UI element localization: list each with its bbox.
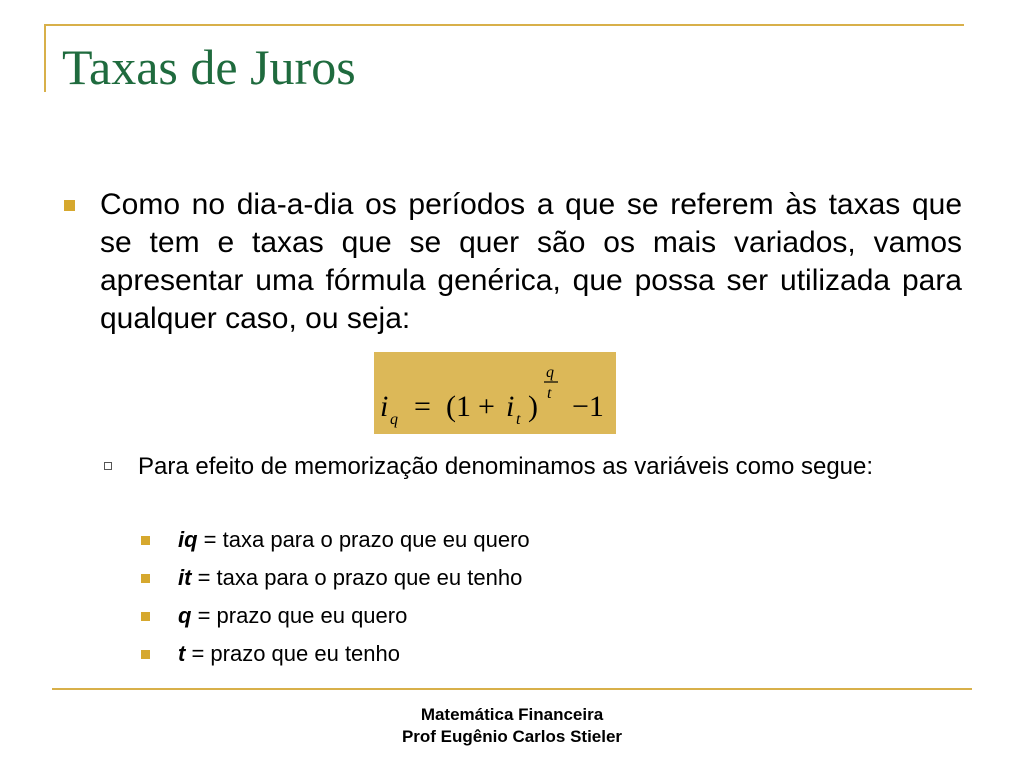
formula-exp-den: t [547,385,552,402]
formula-lhs-sub: q [390,411,398,428]
formula-rhs-sub: t [516,411,521,428]
definition-item-iq [178,527,530,553]
definition-text: = taxa para o prazo que eu tenho [191,565,523,590]
definition-text: = prazo que eu quero [191,603,408,628]
formula-open: (1 [446,390,471,423]
formula-plus: + [478,390,495,423]
footer-author: Prof Eugênio Carlos Stieler [401,727,623,746]
main-bullet-text: Como no dia-a-dia os períodos a que se referem às taxas que se tem e taxas que se quer são os mais variados, vamos apresentar uma fórmula genérica, que possa ser utilizada para qualquer caso, ou seja: [100,188,962,335]
footer-divider [52,688,972,690]
definition-item-it [178,565,522,591]
formula-box [374,352,616,434]
definition-item-t [178,641,400,667]
formula-lhs-var: i [380,390,389,423]
title-frame-vertical [44,24,46,92]
sub-bullet-hollow-square-icon [104,462,112,470]
definition-item-q [178,603,407,629]
formula-exp-num: q [546,364,554,381]
bullet-square-icon [64,200,75,211]
footer-course: Matemática Financeira [420,705,604,724]
definition-bullet-icon [141,650,150,659]
formula-close: ) [528,390,538,423]
definition-bullet-icon [141,612,150,621]
definition-term: q [178,603,192,628]
formula-minus-one: −1 [572,390,604,423]
slide-title: Taxas de Juros [62,39,356,95]
formula-equals: = [414,390,431,423]
definition-text: = taxa para o prazo que eu quero [197,527,530,552]
definition-bullet-icon [141,574,150,583]
definition-term: iq [178,527,198,552]
definition-term: t [178,641,186,666]
formula-svg [374,352,616,434]
title-frame-horizontal [44,24,964,26]
definition-term: it [178,565,192,590]
definition-text: = prazo que eu tenho [185,641,400,666]
definition-bullet-icon [141,536,150,545]
sub-bullet-text: Para efeito de memorização denominamos as variáveis como segue: [138,453,874,480]
formula-rhs-var: i [506,390,515,423]
